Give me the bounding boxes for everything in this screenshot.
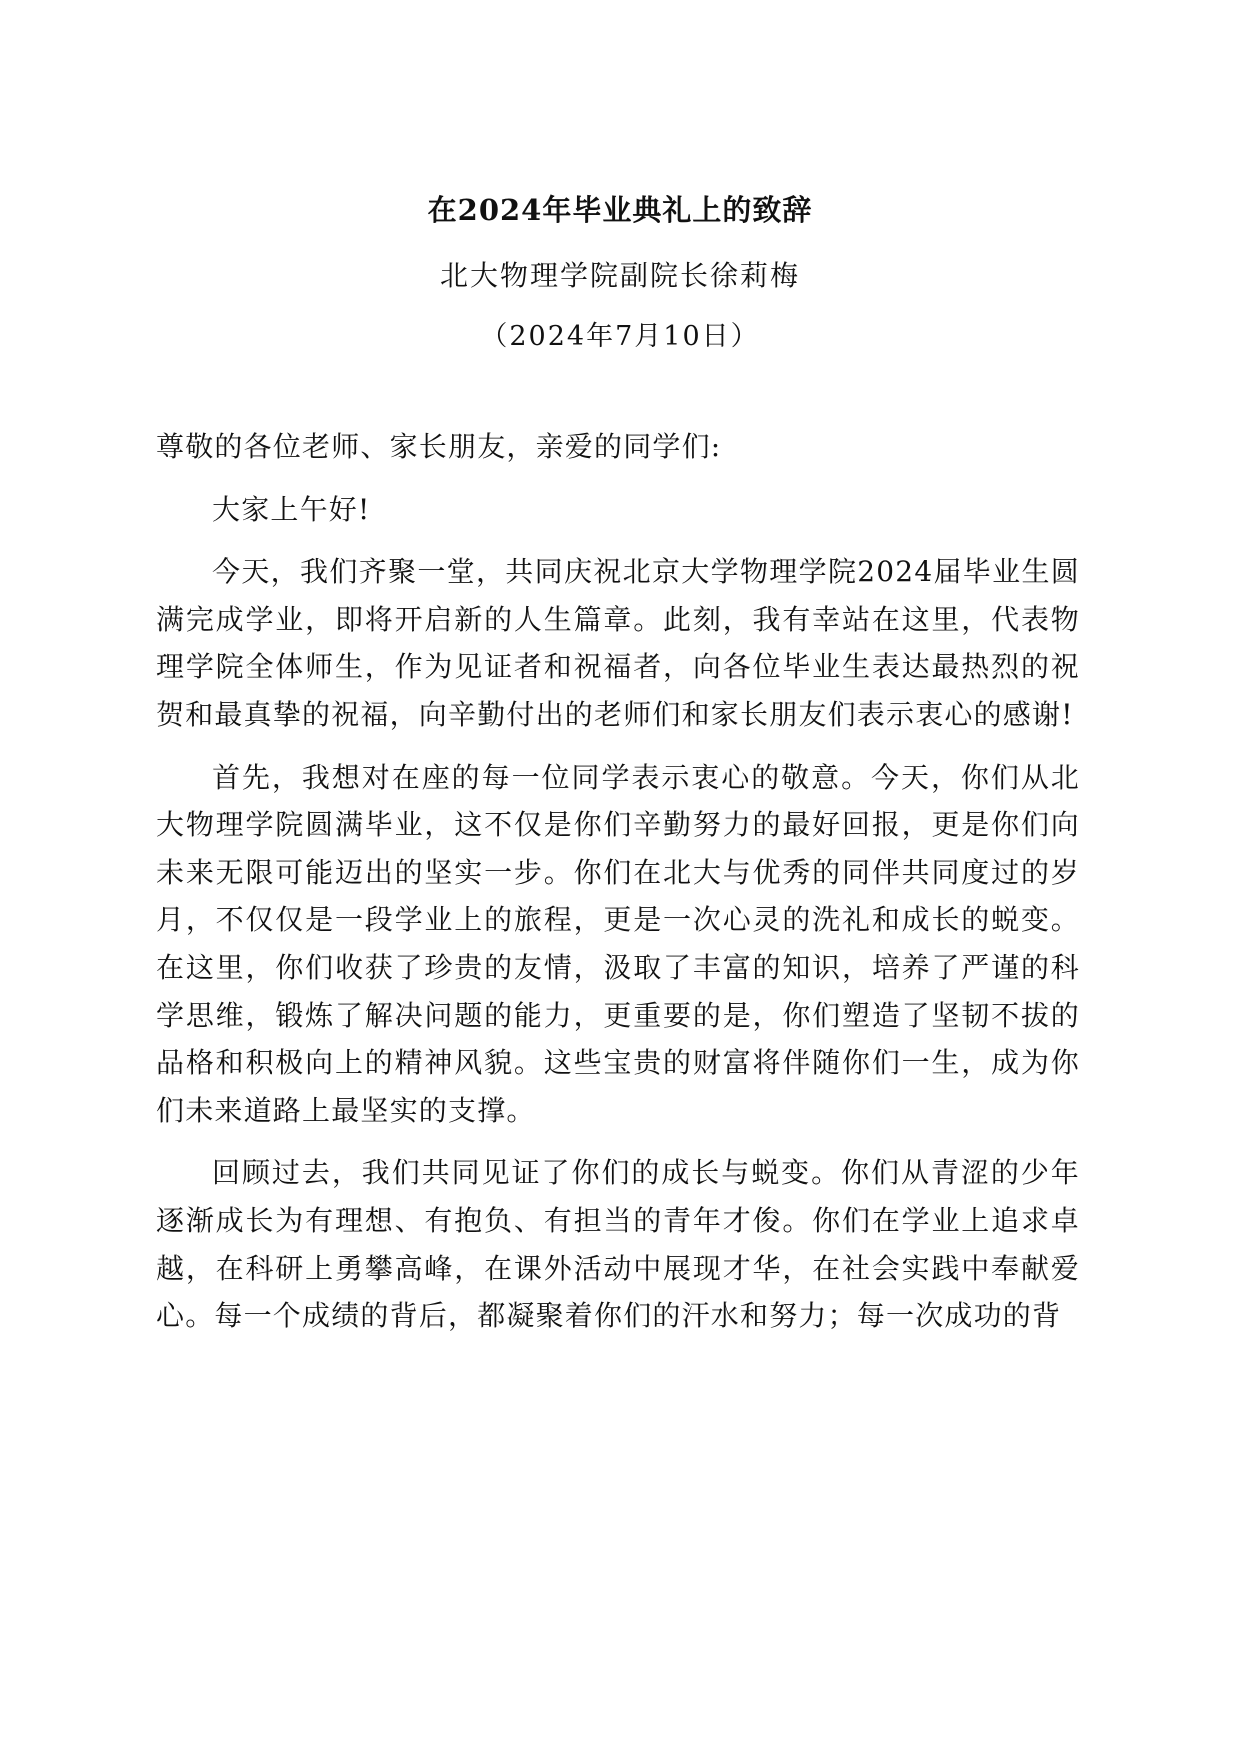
- paragraph-review: 回顾过去，我们共同见证了你们的成长与蜕变。你们从青涩的少年逐渐成长为有理想、有抱负、有担当的青年才俊。你们在学业上追求卓越，在科研上勇攀高峰，在课外活动中展现才华，在社会实践中奉献爱心。每一个成绩的背后，都凝聚着你们的汗水和努力；每一次成功的背: [156, 1156, 1080, 1333]
- paragraph-greeting: 大家上午好!: [212, 492, 371, 526]
- speech-date: （2024年7月10日）: [480, 321, 760, 352]
- paragraph-respect: 首先，我想对在座的每一位同学表示衷心的敬意。今天，你们从北大物理学院圆满毕业，这不仅是你们辛勤努力的最好回报，更是你们向未来无限可能迈出的坚实一步。你们在北大与优秀的同伴共同度过的岁月，不仅仅是一段学业上的旅程，更是一次心灵的洗礼和成长的蜕变。在这里，你们收获了珍贵的友情，汲取了丰富的知识，培养了严谨的科学思维，锻炼了解决问题的能力，更重要的是，你们塑造了坚韧不拔的品格和积极向上的精神风貌。这些宝贵的财富将伴随你们一生，成为你们未来道路上最坚实的支撑。: [156, 760, 1080, 1127]
- speech-title: 在2024年毕业典礼上的致辞: [427, 193, 813, 227]
- speaker-line: 北大物理学院副院长徐莉梅: [439, 259, 800, 292]
- paragraph-opening: 今天，我们齐聚一堂，共同庆祝北京大学物理学院2024届毕业生圆满完成学业，即将开启新的人生篇章。此刻，我有幸站在这里，代表物理学院全体师生，作为见证者和祝福者，向各位毕业生表达最热烈的祝贺和最真挚的祝福，向辛勤付出的老师们和家长朋友们表示衷心的感谢!: [156, 555, 1080, 731]
- salutation: 尊敬的各位老师、家长朋友，亲爱的同学们:: [156, 430, 722, 463]
- speech-body: [156, 423, 1080, 1355]
